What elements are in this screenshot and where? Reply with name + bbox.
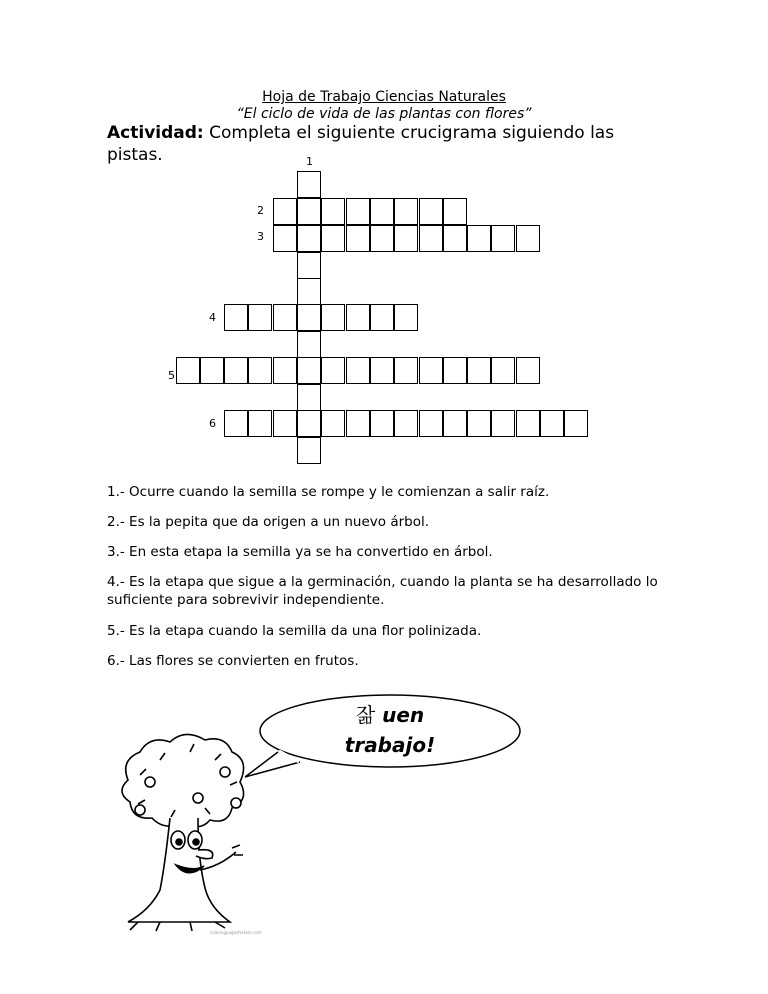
clue-6: 6.- Las flores se convierten en frutos. bbox=[107, 653, 359, 669]
crossword-cell-row-4[interactable] bbox=[273, 304, 297, 331]
crossword-cell-row-6[interactable] bbox=[516, 410, 540, 437]
page-title: Hoja de Trabajo Ciencias Naturales bbox=[262, 89, 506, 105]
activity-text: Completa el siguiente crucigrama siguiendo las pistas. bbox=[107, 123, 615, 165]
crossword-cell-row-5[interactable] bbox=[491, 357, 515, 384]
crossword-cell-row-3[interactable] bbox=[370, 225, 394, 252]
crossword-cell-col-1[interactable] bbox=[297, 171, 321, 198]
crossword-cell-col-1[interactable] bbox=[297, 278, 321, 305]
crossword-cell-row-4[interactable] bbox=[370, 304, 394, 331]
crossword-cell-row-6[interactable] bbox=[248, 410, 272, 437]
crossword-cell-row-3[interactable] bbox=[394, 225, 418, 252]
crossword-cell-row-6[interactable] bbox=[224, 410, 248, 437]
crossword-cell-row-5[interactable] bbox=[200, 357, 224, 384]
crossword-cell-col-1[interactable] bbox=[297, 252, 321, 279]
clue-5: 5.- Es la etapa cuando la semilla da una flor polinizada. bbox=[107, 623, 482, 639]
crossword-cell-row-6[interactable] bbox=[273, 410, 297, 437]
crossword-cell-row-5[interactable] bbox=[394, 357, 418, 384]
crossword-cell-row-5[interactable] bbox=[419, 357, 443, 384]
crossword-cell-row-3[interactable] bbox=[321, 225, 345, 252]
page-subtitle: “El ciclo de vida de las plantas con flores” bbox=[236, 106, 532, 122]
crossword-cell-row-6[interactable] bbox=[467, 410, 491, 437]
crossword-cell-row-3[interactable] bbox=[419, 225, 443, 252]
crossword-cell-row-5[interactable] bbox=[370, 357, 394, 384]
crossword-cell-row-5[interactable] bbox=[467, 357, 491, 384]
crossword-cell-col-1[interactable] bbox=[297, 384, 321, 411]
crossword-cell-row-3[interactable] bbox=[273, 225, 297, 252]
crossword-cell-row-6[interactable] bbox=[419, 410, 443, 437]
crossword-cell-row-6[interactable] bbox=[443, 410, 467, 437]
crossword-cell-row-3[interactable] bbox=[443, 225, 467, 252]
crossword-cell-row-2[interactable] bbox=[419, 198, 443, 225]
crossword-cell-row-6[interactable] bbox=[540, 410, 564, 437]
clue-3: 3.- En esta etapa la semilla ya se ha convertido en árbol. bbox=[107, 544, 493, 560]
clue-4: 4.- Es la etapa que sigue a la germinación, cuando la planta se ha desarrollado lo suficiente para sobrevivir independiente. bbox=[107, 574, 658, 608]
crossword-cell-row-5[interactable] bbox=[176, 357, 200, 384]
crossword-cell-row-3[interactable] bbox=[467, 225, 491, 252]
crossword-cell-row-5[interactable] bbox=[443, 357, 467, 384]
clue-number-2: 2 bbox=[257, 204, 264, 217]
speech-bubble-text bbox=[300, 700, 480, 760]
crossword-cell-row-5[interactable] bbox=[297, 357, 321, 384]
bubble-glyph: 잚 bbox=[355, 703, 376, 727]
clue-number-6: 6 bbox=[209, 417, 216, 430]
crossword-cell-row-4[interactable] bbox=[297, 304, 321, 331]
crossword-cell-row-6[interactable] bbox=[394, 410, 418, 437]
activity-instruction bbox=[107, 122, 667, 166]
crossword-cell-col-1[interactable] bbox=[297, 331, 321, 358]
clue-number-3: 3 bbox=[257, 230, 264, 243]
crossword-cell-row-6[interactable] bbox=[346, 410, 370, 437]
tree-icon bbox=[122, 734, 244, 931]
crossword-cell-row-6[interactable] bbox=[370, 410, 394, 437]
crossword-cell-row-3[interactable] bbox=[516, 225, 540, 252]
crossword-cell-row-2[interactable] bbox=[346, 198, 370, 225]
activity-label: Actividad: bbox=[107, 123, 204, 143]
crossword-cell-row-2[interactable] bbox=[273, 198, 297, 225]
bubble-text-line2: trabajo! bbox=[344, 733, 436, 757]
clue-2: 2.- Es la pepita que da origen a un nuevo árbol. bbox=[107, 514, 430, 530]
crossword-cell-row-4[interactable] bbox=[346, 304, 370, 331]
crossword-cell-row-6[interactable] bbox=[321, 410, 345, 437]
crossword-cell-row-6[interactable] bbox=[297, 410, 321, 437]
crossword-cell-row-4[interactable] bbox=[394, 304, 418, 331]
crossword-cell-row-2[interactable] bbox=[394, 198, 418, 225]
crossword-cell-row-3[interactable] bbox=[297, 225, 321, 252]
crossword-cell-row-2[interactable] bbox=[370, 198, 394, 225]
clue-number-5: 5 bbox=[168, 369, 175, 382]
crossword-cell-row-4[interactable] bbox=[248, 304, 272, 331]
crossword-cell-row-4[interactable] bbox=[224, 304, 248, 331]
crossword-cell-row-2[interactable] bbox=[321, 198, 345, 225]
crossword-cell-row-5[interactable] bbox=[321, 357, 345, 384]
crossword-cell-row-5[interactable] bbox=[248, 357, 272, 384]
clue-number-1: 1 bbox=[306, 155, 313, 168]
crossword-cell-row-2[interactable] bbox=[443, 198, 467, 225]
crossword-cell-row-3[interactable] bbox=[491, 225, 515, 252]
bubble-text-line1: uen bbox=[375, 703, 425, 727]
crossword-cell-row-6[interactable] bbox=[491, 410, 515, 437]
crossword-cell-row-5[interactable] bbox=[346, 357, 370, 384]
crossword-cell-row-4[interactable] bbox=[321, 304, 345, 331]
crossword-cell-col-1[interactable] bbox=[297, 437, 321, 464]
crossword-cell-row-5[interactable] bbox=[224, 357, 248, 384]
image-watermark: coloringpagesforkids.com bbox=[210, 930, 262, 935]
clue-1: 1.- Ocurre cuando la semilla se rompe y le comienzan a salir raíz. bbox=[107, 484, 550, 500]
crossword-cell-row-2[interactable] bbox=[297, 198, 321, 225]
crossword-cell-row-5[interactable] bbox=[273, 357, 297, 384]
crossword-cell-row-6[interactable] bbox=[564, 410, 588, 437]
crossword-cell-row-5[interactable] bbox=[516, 357, 540, 384]
crossword-cell-row-3[interactable] bbox=[346, 225, 370, 252]
clue-number-4: 4 bbox=[209, 311, 216, 324]
